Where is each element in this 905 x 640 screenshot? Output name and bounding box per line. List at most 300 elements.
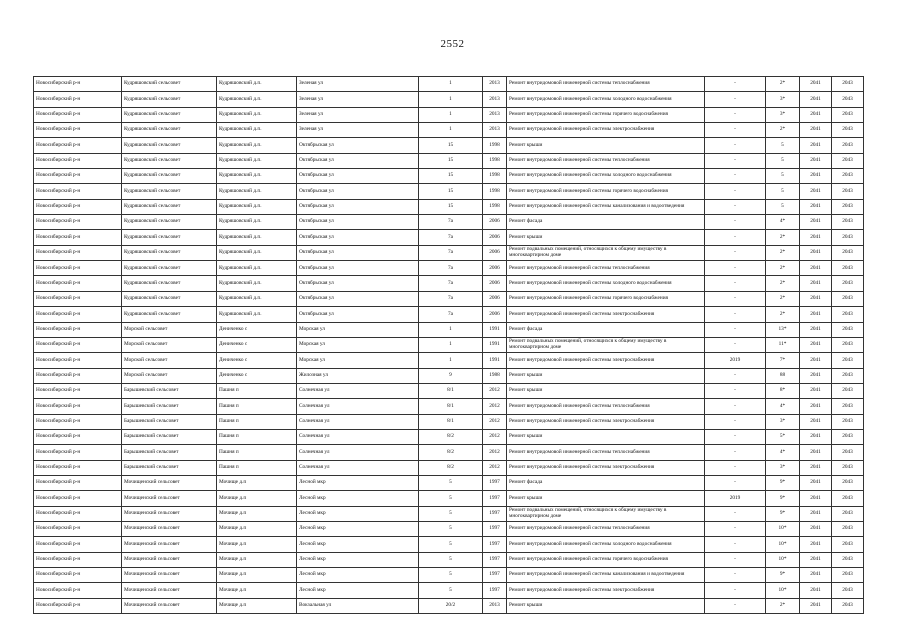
table-row: [34, 429, 864, 444]
start-year-cell: 2041: [800, 153, 832, 168]
last-repair-year-cell: -: [705, 383, 766, 398]
start-year-cell: 2041: [800, 399, 832, 414]
work-type-cell: Ремонт внутридомовой инженерной системы электроснабжения: [507, 414, 705, 429]
commission-year-cell: 1997: [483, 521, 507, 536]
work-type-cell: Ремонт внутридомовой инженерной системы теплоснабжения: [507, 77, 705, 92]
settlement-cell: Мочище д.п: [217, 521, 297, 536]
wear-cell: 2*: [766, 77, 800, 92]
table-row: [34, 583, 864, 598]
commission-year-cell: 1998: [483, 153, 507, 168]
council-cell: Мочищенский сельсовет: [122, 521, 217, 536]
house-number-cell: 1: [419, 107, 483, 122]
last-repair-year-cell: -: [705, 445, 766, 460]
wear-cell: 3*: [766, 92, 800, 107]
settlement-cell: Мочище д.п: [217, 491, 297, 506]
end-year-cell: 2043: [832, 92, 864, 107]
council-cell: Мочищенский сельсовет: [122, 491, 217, 506]
last-repair-year-cell: -: [705, 123, 766, 138]
commission-year-cell: 1997: [483, 491, 507, 506]
council-cell: Морской сельсовет: [122, 353, 217, 368]
commission-year-cell: 1997: [483, 583, 507, 598]
district-cell: Новосибирский р-н: [34, 414, 122, 429]
end-year-cell: 2043: [832, 261, 864, 276]
start-year-cell: 2041: [800, 199, 832, 214]
start-year-cell: 2041: [800, 307, 832, 322]
start-year-cell: 2041: [800, 368, 832, 383]
last-repair-year-cell: -: [705, 245, 766, 260]
work-type-cell: Ремонт внутридомовой инженерной системы теплоснабжения: [507, 261, 705, 276]
settlement-cell: Дениченко с: [217, 353, 297, 368]
start-year-cell: 2041: [800, 568, 832, 583]
start-year-cell: 2041: [800, 169, 832, 184]
council-cell: Морской сельсовет: [122, 322, 217, 337]
last-repair-year-cell: -: [705, 429, 766, 444]
commission-year-cell: 2012: [483, 414, 507, 429]
wear-cell: 5: [766, 184, 800, 199]
work-type-cell: Ремонт внутридомовой инженерной системы электроснабжения: [507, 123, 705, 138]
work-type-cell: Ремонт крыши: [507, 383, 705, 398]
house-number-cell: 1: [419, 322, 483, 337]
last-repair-year-cell: -: [705, 322, 766, 337]
street-cell: Октябрьская ул: [297, 199, 419, 214]
start-year-cell: 2041: [800, 123, 832, 138]
street-cell: Зеленая ул: [297, 107, 419, 122]
commission-year-cell: 2012: [483, 383, 507, 398]
house-number-cell: 15: [419, 153, 483, 168]
street-cell: Лесной мкр: [297, 552, 419, 567]
last-repair-year-cell: -: [705, 153, 766, 168]
work-type-cell: Ремонт фасада: [507, 322, 705, 337]
last-repair-year-cell: -: [705, 414, 766, 429]
house-number-cell: 8/1: [419, 383, 483, 398]
settlement-cell: Мочище д.п: [217, 568, 297, 583]
settlement-cell: Пашня п: [217, 445, 297, 460]
commission-year-cell: 2006: [483, 215, 507, 230]
end-year-cell: 2043: [832, 107, 864, 122]
council-cell: Кудряшовский сельсовет: [122, 138, 217, 153]
commission-year-cell: 2012: [483, 429, 507, 444]
last-repair-year-cell: -: [705, 291, 766, 306]
table-row: [34, 276, 864, 291]
start-year-cell: 2041: [800, 215, 832, 230]
work-type-cell: Ремонт внутридомовой инженерной системы холодного водоснабжения: [507, 169, 705, 184]
house-number-cell: 8/2: [419, 429, 483, 444]
end-year-cell: 2043: [832, 153, 864, 168]
table-row: [34, 475, 864, 490]
end-year-cell: 2043: [832, 414, 864, 429]
district-cell: Новосибирский р-н: [34, 322, 122, 337]
council-cell: Кудряшовский сельсовет: [122, 184, 217, 199]
council-cell: Мочищенский сельсовет: [122, 583, 217, 598]
wear-cell: 88: [766, 368, 800, 383]
table-row: [34, 568, 864, 583]
street-cell: Зеленая ул: [297, 123, 419, 138]
work-type-cell: Ремонт крыши: [507, 598, 705, 613]
house-number-cell: 1: [419, 92, 483, 107]
work-type-cell: Ремонт внутридомовой инженерной системы канализования и водоотведения: [507, 568, 705, 583]
street-cell: Лесной мкр: [297, 537, 419, 552]
settlement-cell: Пашня п: [217, 399, 297, 414]
street-cell: Лесной мкр: [297, 568, 419, 583]
district-cell: Новосибирский р-н: [34, 475, 122, 490]
end-year-cell: 2043: [832, 383, 864, 398]
start-year-cell: 2041: [800, 583, 832, 598]
start-year-cell: 2041: [800, 245, 832, 260]
commission-year-cell: 1998: [483, 169, 507, 184]
end-year-cell: 2043: [832, 77, 864, 92]
house-number-cell: 8/1: [419, 399, 483, 414]
council-cell: Барышевский сельсовет: [122, 399, 217, 414]
street-cell: Лесной мкр: [297, 521, 419, 536]
street-cell: Морская ул: [297, 322, 419, 337]
council-cell: Мочищенский сельсовет: [122, 506, 217, 521]
district-cell: Новосибирский р-н: [34, 337, 122, 352]
work-type-cell: Ремонт внутридомовой инженерной системы горячего водоснабжения: [507, 107, 705, 122]
house-number-cell: 15: [419, 169, 483, 184]
street-cell: Октябрьская ул: [297, 307, 419, 322]
last-repair-year-cell: 2019: [705, 491, 766, 506]
house-number-cell: 20/2: [419, 598, 483, 613]
wear-cell: 2*: [766, 123, 800, 138]
table-row: [34, 215, 864, 230]
commission-year-cell: 1997: [483, 537, 507, 552]
wear-cell: 2*: [766, 230, 800, 245]
table-row: [34, 598, 864, 613]
end-year-cell: 2043: [832, 368, 864, 383]
district-cell: Новосибирский р-н: [34, 307, 122, 322]
last-repair-year-cell: -: [705, 307, 766, 322]
council-cell: Барышевский сельсовет: [122, 460, 217, 475]
start-year-cell: 2041: [800, 261, 832, 276]
work-type-cell: Ремонт крыши: [507, 491, 705, 506]
street-cell: Октябрьская ул: [297, 215, 419, 230]
district-cell: Новосибирский р-н: [34, 291, 122, 306]
council-cell: Мочищенский сельсовет: [122, 552, 217, 567]
wear-cell: 3*: [766, 107, 800, 122]
settlement-cell: Кудряшовский д.п.: [217, 291, 297, 306]
district-cell: Новосибирский р-н: [34, 537, 122, 552]
work-type-cell: Ремонт внутридомовой инженерной системы холодного водоснабжения: [507, 92, 705, 107]
settlement-cell: Дениченко с: [217, 337, 297, 352]
last-repair-year-cell: -: [705, 337, 766, 352]
work-type-cell: Ремонт внутридомовой инженерной системы горячего водоснабжения: [507, 552, 705, 567]
last-repair-year-cell: -: [705, 598, 766, 613]
start-year-cell: 2041: [800, 491, 832, 506]
last-repair-year-cell: -: [705, 399, 766, 414]
table-row: [34, 184, 864, 199]
street-cell: Солнечная ул: [297, 414, 419, 429]
start-year-cell: 2041: [800, 521, 832, 536]
commission-year-cell: 1998: [483, 138, 507, 153]
table-row: [34, 506, 864, 521]
district-cell: Новосибирский р-н: [34, 77, 122, 92]
house-number-cell: 1: [419, 353, 483, 368]
settlement-cell: Мочище д.п: [217, 598, 297, 613]
table-row: [34, 230, 864, 245]
start-year-cell: 2041: [800, 445, 832, 460]
work-type-cell: Ремонт внутридомовой инженерной системы горячего водоснабжения: [507, 184, 705, 199]
house-number-cell: 5: [419, 568, 483, 583]
last-repair-year-cell: -: [705, 368, 766, 383]
wear-cell: 2*: [766, 291, 800, 306]
start-year-cell: 2041: [800, 414, 832, 429]
settlement-cell: Кудряшовский д.п.: [217, 184, 297, 199]
work-type-cell: Ремонт внутридомовой инженерной системы электроснабжения: [507, 460, 705, 475]
table-row: [34, 399, 864, 414]
district-cell: Новосибирский р-н: [34, 92, 122, 107]
last-repair-year-cell: -: [705, 460, 766, 475]
work-type-cell: Ремонт подвальных помещений, относящихся к общему имуществу в многоквартирном доме: [507, 245, 705, 260]
last-repair-year-cell: -: [705, 107, 766, 122]
table-row: [34, 261, 864, 276]
council-cell: Кудряшовский сельсовет: [122, 215, 217, 230]
street-cell: Октябрьская ул: [297, 153, 419, 168]
wear-cell: 5: [766, 199, 800, 214]
commission-year-cell: 1997: [483, 506, 507, 521]
settlement-cell: Мочище д.п: [217, 583, 297, 598]
end-year-cell: 2043: [832, 568, 864, 583]
council-cell: Кудряшовский сельсовет: [122, 245, 217, 260]
end-year-cell: 2043: [832, 537, 864, 552]
council-cell: Кудряшовский сельсовет: [122, 92, 217, 107]
district-cell: Новосибирский р-н: [34, 368, 122, 383]
street-cell: Лесной мкр: [297, 583, 419, 598]
start-year-cell: 2041: [800, 322, 832, 337]
start-year-cell: 2041: [800, 598, 832, 613]
council-cell: Морской сельсовет: [122, 337, 217, 352]
settlement-cell: Кудряшовский д.п.: [217, 245, 297, 260]
end-year-cell: 2043: [832, 276, 864, 291]
last-repair-year-cell: -: [705, 199, 766, 214]
work-type-cell: Ремонт внутридомовой инженерной системы теплоснабжения: [507, 445, 705, 460]
table-row: [34, 92, 864, 107]
work-type-cell: Ремонт фасада: [507, 215, 705, 230]
street-cell: Солнечная ул: [297, 383, 419, 398]
settlement-cell: Мочище д.п: [217, 552, 297, 567]
house-number-cell: 7а: [419, 245, 483, 260]
council-cell: Морской сельсовет: [122, 368, 217, 383]
commission-year-cell: 1988: [483, 368, 507, 383]
work-type-cell: Ремонт крыши: [507, 138, 705, 153]
street-cell: Октябрьская ул: [297, 138, 419, 153]
start-year-cell: 2041: [800, 353, 832, 368]
council-cell: Кудряшовский сельсовет: [122, 107, 217, 122]
street-cell: Зеленая ул: [297, 92, 419, 107]
street-cell: Морская ул: [297, 353, 419, 368]
table-row: [34, 77, 864, 92]
council-cell: Барышевский сельсовет: [122, 383, 217, 398]
wear-cell: 2*: [766, 598, 800, 613]
house-number-cell: 8/2: [419, 460, 483, 475]
district-cell: Новосибирский р-н: [34, 506, 122, 521]
settlement-cell: Кудряшовский д.п.: [217, 215, 297, 230]
start-year-cell: 2041: [800, 138, 832, 153]
street-cell: Солнечная ул: [297, 399, 419, 414]
house-number-cell: 5: [419, 491, 483, 506]
district-cell: Новосибирский р-н: [34, 123, 122, 138]
table-row: [34, 307, 864, 322]
council-cell: Барышевский сельсовет: [122, 414, 217, 429]
last-repair-year-cell: -: [705, 230, 766, 245]
council-cell: Кудряшовский сельсовет: [122, 153, 217, 168]
work-type-cell: Ремонт крыши: [507, 429, 705, 444]
wear-cell: 2*: [766, 276, 800, 291]
council-cell: Кудряшовский сельсовет: [122, 230, 217, 245]
district-cell: Новосибирский р-н: [34, 429, 122, 444]
end-year-cell: 2043: [832, 184, 864, 199]
start-year-cell: 2041: [800, 184, 832, 199]
table-body: [34, 77, 864, 614]
repair-schedule-table: [33, 76, 864, 614]
end-year-cell: 2043: [832, 552, 864, 567]
wear-cell: 7*: [766, 353, 800, 368]
house-number-cell: 5: [419, 583, 483, 598]
council-cell: Мочищенский сельсовет: [122, 568, 217, 583]
commission-year-cell: 2013: [483, 92, 507, 107]
council-cell: Кудряшовский сельсовет: [122, 77, 217, 92]
commission-year-cell: 2012: [483, 399, 507, 414]
settlement-cell: Кудряшовский д.п.: [217, 77, 297, 92]
council-cell: Кудряшовский сельсовет: [122, 291, 217, 306]
work-type-cell: Ремонт внутридомовой инженерной системы горячего водоснабжения: [507, 291, 705, 306]
table-row: [34, 138, 864, 153]
district-cell: Новосибирский р-н: [34, 460, 122, 475]
house-number-cell: 7а: [419, 276, 483, 291]
commission-year-cell: 2006: [483, 230, 507, 245]
street-cell: Солнечная ул: [297, 429, 419, 444]
commission-year-cell: 1997: [483, 568, 507, 583]
district-cell: Новосибирский р-н: [34, 153, 122, 168]
table-row: [34, 107, 864, 122]
street-cell: Октябрьская ул: [297, 276, 419, 291]
district-cell: Новосибирский р-н: [34, 552, 122, 567]
table-row: [34, 199, 864, 214]
district-cell: Новосибирский р-н: [34, 491, 122, 506]
start-year-cell: 2041: [800, 506, 832, 521]
table-row: [34, 521, 864, 536]
wear-cell: 5: [766, 169, 800, 184]
start-year-cell: 2041: [800, 475, 832, 490]
end-year-cell: 2043: [832, 138, 864, 153]
table-row: [34, 445, 864, 460]
house-number-cell: 1: [419, 77, 483, 92]
table-row: [34, 123, 864, 138]
work-type-cell: Ремонт внутридомовой инженерной системы теплоснабжения: [507, 399, 705, 414]
last-repair-year-cell: -: [705, 568, 766, 583]
settlement-cell: Кудряшовский д.п.: [217, 261, 297, 276]
table-row: [34, 245, 864, 260]
settlement-cell: Кудряшовский д.п.: [217, 276, 297, 291]
table-row: [34, 153, 864, 168]
work-type-cell: Ремонт фасада: [507, 475, 705, 490]
start-year-cell: 2041: [800, 107, 832, 122]
settlement-cell: Мочище д.п: [217, 506, 297, 521]
commission-year-cell: 1991: [483, 353, 507, 368]
commission-year-cell: 1997: [483, 475, 507, 490]
start-year-cell: 2041: [800, 92, 832, 107]
last-repair-year-cell: -: [705, 77, 766, 92]
district-cell: Новосибирский р-н: [34, 199, 122, 214]
council-cell: Кудряшовский сельсовет: [122, 261, 217, 276]
end-year-cell: 2043: [832, 521, 864, 536]
table-row: [34, 169, 864, 184]
wear-cell: 3*: [766, 460, 800, 475]
wear-cell: 10*: [766, 583, 800, 598]
district-cell: Новосибирский р-н: [34, 245, 122, 260]
district-cell: Новосибирский р-н: [34, 521, 122, 536]
house-number-cell: 7а: [419, 215, 483, 230]
house-number-cell: 8/1: [419, 414, 483, 429]
wear-cell: 2*: [766, 307, 800, 322]
council-cell: Мочищенский сельсовет: [122, 475, 217, 490]
last-repair-year-cell: -: [705, 138, 766, 153]
last-repair-year-cell: -: [705, 506, 766, 521]
settlement-cell: Кудряшовский д.п.: [217, 92, 297, 107]
work-type-cell: Ремонт внутридомовой инженерной системы холодного водоснабжения: [507, 537, 705, 552]
commission-year-cell: 2006: [483, 307, 507, 322]
settlement-cell: Кудряшовский д.п.: [217, 169, 297, 184]
last-repair-year-cell: -: [705, 215, 766, 230]
start-year-cell: 2041: [800, 552, 832, 567]
house-number-cell: 9: [419, 368, 483, 383]
wear-cell: 3*: [766, 414, 800, 429]
table-row: [34, 537, 864, 552]
work-type-cell: Ремонт внутридомовой инженерной системы электроснабжения: [507, 307, 705, 322]
settlement-cell: Пашня п: [217, 414, 297, 429]
last-repair-year-cell: -: [705, 552, 766, 567]
district-cell: Новосибирский р-н: [34, 583, 122, 598]
district-cell: Новосибирский р-н: [34, 353, 122, 368]
settlement-cell: Кудряшовский д.п.: [217, 107, 297, 122]
house-number-cell: 5: [419, 521, 483, 536]
district-cell: Новосибирский р-н: [34, 169, 122, 184]
wear-cell: 9*: [766, 568, 800, 583]
start-year-cell: 2041: [800, 429, 832, 444]
work-type-cell: Ремонт внутридомовой инженерной системы холодного водоснабжения: [507, 276, 705, 291]
council-cell: Барышевский сельсовет: [122, 429, 217, 444]
street-cell: Лесной мкр: [297, 475, 419, 490]
settlement-cell: Дениченко с: [217, 368, 297, 383]
end-year-cell: 2043: [832, 583, 864, 598]
end-year-cell: 2043: [832, 460, 864, 475]
wear-cell: 5*: [766, 429, 800, 444]
settlement-cell: Дениченко с: [217, 322, 297, 337]
house-number-cell: 1: [419, 337, 483, 352]
end-year-cell: 2043: [832, 475, 864, 490]
house-number-cell: 5: [419, 552, 483, 567]
street-cell: Октябрьская ул: [297, 291, 419, 306]
street-cell: Зеленая ул: [297, 77, 419, 92]
house-number-cell: 15: [419, 138, 483, 153]
wear-cell: 9*: [766, 475, 800, 490]
settlement-cell: Кудряшовский д.п.: [217, 153, 297, 168]
settlement-cell: Мочище д.п: [217, 537, 297, 552]
end-year-cell: 2043: [832, 353, 864, 368]
commission-year-cell: 2013: [483, 598, 507, 613]
council-cell: Мочищенский сельсовет: [122, 537, 217, 552]
house-number-cell: 15: [419, 199, 483, 214]
last-repair-year-cell: -: [705, 261, 766, 276]
end-year-cell: 2043: [832, 429, 864, 444]
wear-cell: 10*: [766, 521, 800, 536]
work-type-cell: Ремонт крыши: [507, 230, 705, 245]
commission-year-cell: 1998: [483, 199, 507, 214]
wear-cell: 4*: [766, 445, 800, 460]
house-number-cell: 8/2: [419, 445, 483, 460]
work-type-cell: Ремонт внутридомовой инженерной системы электроснабжения: [507, 583, 705, 598]
settlement-cell: Кудряшовский д.п.: [217, 123, 297, 138]
last-repair-year-cell: -: [705, 583, 766, 598]
